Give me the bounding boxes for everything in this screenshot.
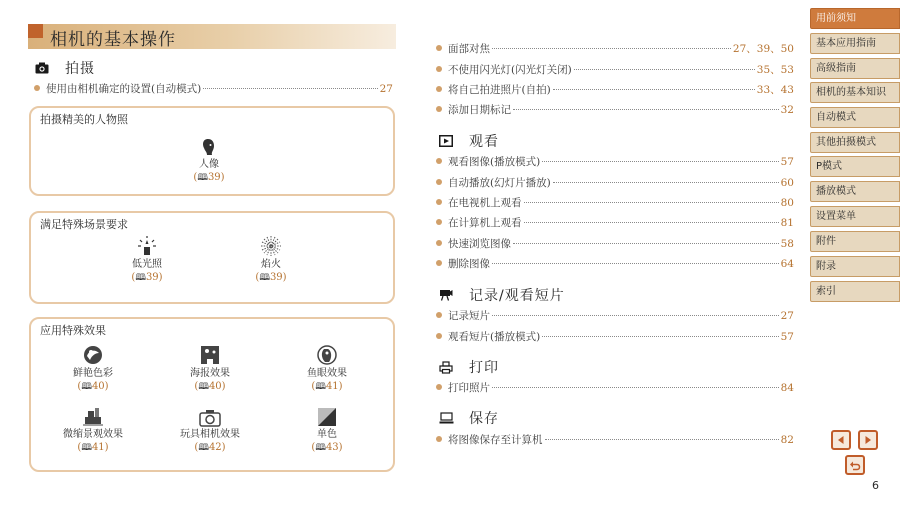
- row-label: 面部对焦: [448, 43, 490, 55]
- book-icon: 🕮: [81, 443, 92, 453]
- effect-monochrome[interactable]: [279, 405, 375, 455]
- dot-leader: [574, 69, 755, 70]
- view-heading-label: 观看: [469, 134, 499, 150]
- bullet: [436, 86, 442, 92]
- tab-auto-mode[interactable]: 自动模式: [810, 107, 900, 128]
- item-ref[interactable]: (🕮39): [255, 272, 287, 283]
- item-ref[interactable]: (🕮39): [131, 272, 163, 283]
- row-page-ref[interactable]: 58: [780, 238, 794, 250]
- dot-leader: [545, 439, 779, 440]
- scene-portrait[interactable]: [161, 135, 257, 185]
- movie-icon: [438, 288, 454, 302]
- box-title: 应用特殊效果: [40, 324, 106, 337]
- bullet: [436, 240, 442, 246]
- fireworks-icon: [223, 235, 319, 257]
- row-page-ref[interactable]: 57: [780, 156, 794, 168]
- tab-accessories[interactable]: 附件: [810, 231, 900, 252]
- tab-setup-menu[interactable]: 设置菜单: [810, 206, 900, 227]
- row-page-ref[interactable]: 33、43: [756, 84, 794, 96]
- effect-poster[interactable]: [162, 344, 258, 394]
- toy-camera-icon: [162, 405, 258, 427]
- dot-leader: [553, 182, 779, 183]
- monochrome-icon: [279, 405, 375, 427]
- tab-camera-basics[interactable]: 相机的基本知识: [810, 82, 900, 103]
- dot-leader: [524, 222, 779, 223]
- title-marker: [28, 24, 43, 38]
- print-heading: [438, 357, 499, 377]
- bullet: [436, 219, 442, 225]
- dot-leader: [542, 336, 778, 337]
- item-name: 鲜艳色彩: [73, 368, 113, 379]
- playback-icon: [438, 134, 454, 148]
- box-portrait: [29, 106, 395, 196]
- row-label: 打印照片: [448, 382, 490, 394]
- list-item[interactable]: [436, 380, 794, 395]
- shoot-auto-row[interactable]: [34, 81, 393, 96]
- dot-leader: [492, 48, 731, 49]
- list-item[interactable]: [436, 82, 794, 97]
- miniature-icon: [45, 405, 141, 427]
- box-effects: [29, 317, 395, 472]
- tab-basic-guide[interactable]: 基本应用指南: [810, 33, 900, 54]
- prev-page-button[interactable]: [831, 430, 851, 450]
- row-label: 在电视机上观看: [448, 197, 522, 209]
- item-name: 海报效果: [190, 368, 230, 379]
- book-icon: 🕮: [198, 443, 209, 453]
- book-icon: 🕮: [315, 382, 326, 392]
- tab-other-modes[interactable]: 其他拍摄模式: [810, 132, 900, 153]
- bullet: [436, 45, 442, 51]
- list-item[interactable]: [436, 236, 794, 251]
- bullet: [436, 384, 442, 390]
- page-number: 6: [872, 479, 879, 492]
- save-heading: [438, 408, 499, 428]
- bullet: [436, 179, 442, 185]
- row-page-ref[interactable]: 84: [780, 382, 794, 394]
- list-item[interactable]: [436, 41, 794, 56]
- book-icon: 🕮: [198, 382, 209, 392]
- box-title: 满足特殊场景要求: [40, 218, 128, 231]
- bullet: [436, 260, 442, 266]
- book-icon: 🕮: [135, 273, 146, 283]
- item-ref[interactable]: (🕮41): [311, 381, 343, 392]
- list-item[interactable]: [436, 432, 794, 447]
- row-page-ref[interactable]: 82: [780, 434, 794, 446]
- effect-vivid[interactable]: [45, 344, 141, 394]
- row-page-ref[interactable]: 32: [780, 104, 794, 116]
- computer-icon: [438, 411, 454, 425]
- item-name: 玩具相机效果: [180, 429, 240, 440]
- vivid-color-icon: [45, 344, 141, 366]
- list-item[interactable]: [436, 154, 794, 169]
- book-icon: 🕮: [259, 273, 270, 283]
- tab-advanced-guide[interactable]: 高级指南: [810, 58, 900, 79]
- row-label: 将图像保存至计算机: [448, 434, 543, 446]
- page-title: 相机的基本操作: [50, 30, 176, 50]
- dot-leader: [553, 89, 755, 90]
- save-heading-label: 保存: [469, 411, 499, 427]
- effect-fisheye[interactable]: [279, 344, 375, 394]
- list-item[interactable]: [436, 102, 794, 117]
- arrow-right-icon: [863, 435, 873, 445]
- row-label: 在计算机上观看: [448, 217, 522, 229]
- row-label: 使用由相机确定的设置(自动模式): [46, 83, 202, 95]
- bullet: [436, 333, 442, 339]
- fisheye-icon: [279, 344, 375, 366]
- row-label: 自动播放(幻灯片播放): [448, 177, 551, 189]
- camera-icon: [34, 61, 50, 75]
- dot-leader: [524, 202, 779, 203]
- row-label: 快速浏览图像: [448, 238, 511, 250]
- dot-leader: [492, 387, 779, 388]
- list-item[interactable]: [436, 329, 794, 344]
- tab-index[interactable]: 索引: [810, 281, 900, 302]
- title-bar: [28, 24, 396, 49]
- list-item[interactable]: [436, 256, 794, 271]
- book-icon: 🕮: [81, 382, 92, 392]
- item-ref[interactable]: (🕮43): [311, 442, 343, 453]
- shoot-heading-label: 拍摄: [65, 61, 95, 77]
- dot-leader: [492, 263, 779, 264]
- bullet: [436, 312, 442, 318]
- list-item[interactable]: [436, 215, 794, 230]
- bullet: [436, 436, 442, 442]
- bullet: [34, 85, 40, 91]
- printer-icon: [438, 360, 454, 374]
- portrait-icon: [161, 135, 257, 157]
- row-page-ref[interactable]: 27: [780, 310, 794, 322]
- scene-fireworks[interactable]: [223, 235, 319, 285]
- item-name: 低光照: [132, 259, 162, 270]
- item-name: 微缩景观效果: [63, 429, 123, 440]
- next-page-button[interactable]: [858, 430, 878, 450]
- bullet: [436, 158, 442, 164]
- row-page-ref[interactable]: 80: [780, 197, 794, 209]
- list-item[interactable]: [436, 195, 794, 210]
- row-page-ref[interactable]: 27、39、50: [732, 43, 794, 55]
- shoot-heading: [34, 58, 95, 78]
- box-scene: [29, 211, 395, 304]
- row-label: 观看图像(播放模式): [448, 156, 541, 168]
- row-label: 将自己拍进照片(自拍): [448, 84, 551, 96]
- row-label: 删除图像: [448, 258, 490, 270]
- scene-low-light[interactable]: [99, 235, 195, 285]
- item-name: 焰火: [261, 259, 281, 270]
- row-label: 不使用闪光灯(闪光灯关闭): [448, 64, 572, 76]
- box-title: 拍摄精美的人物照: [40, 113, 128, 126]
- item-ref[interactable]: (🕮40): [194, 381, 226, 392]
- row-page-ref[interactable]: 60: [780, 177, 794, 189]
- return-button[interactable]: [845, 455, 865, 475]
- arrow-left-icon: [836, 435, 846, 445]
- bullet: [436, 199, 442, 205]
- tab-p-mode[interactable]: P模式: [810, 156, 900, 177]
- row-page-ref[interactable]: 35、53: [756, 64, 794, 76]
- row-label: 观看短片(播放模式): [448, 331, 541, 343]
- row-page-ref[interactable]: 64: [780, 258, 794, 270]
- row-page-ref[interactable]: 81: [780, 217, 794, 229]
- effect-miniature[interactable]: [45, 405, 141, 455]
- row-label: 添加日期标记: [448, 104, 511, 116]
- item-ref[interactable]: (🕮40): [77, 381, 109, 392]
- tab-before-use[interactable]: 用前须知: [810, 8, 900, 29]
- tab-playback-mode[interactable]: 播放模式: [810, 181, 900, 202]
- item-ref[interactable]: (🕮42): [194, 442, 226, 453]
- item-ref[interactable]: (🕮41): [77, 442, 109, 453]
- effect-toy-camera[interactable]: [162, 405, 258, 455]
- item-name: 人像: [199, 159, 219, 170]
- bullet: [436, 66, 442, 72]
- dot-leader: [513, 109, 779, 110]
- movie-heading: [438, 285, 565, 305]
- list-item[interactable]: [436, 175, 794, 190]
- print-heading-label: 打印: [469, 360, 499, 376]
- book-icon: 🕮: [197, 173, 208, 183]
- dot-leader: [542, 161, 778, 162]
- bullet: [436, 106, 442, 112]
- book-icon: 🕮: [315, 443, 326, 453]
- dot-leader: [203, 88, 377, 89]
- movie-heading-label: 记录/观看短片: [469, 288, 565, 304]
- list-item[interactable]: [436, 62, 794, 77]
- row-page-ref[interactable]: 57: [780, 331, 794, 343]
- tab-appendix[interactable]: 附录: [810, 256, 900, 277]
- item-name: 单色: [317, 429, 337, 440]
- view-heading: [438, 131, 499, 151]
- row-page-ref[interactable]: 27: [379, 83, 393, 95]
- item-ref[interactable]: (🕮39): [193, 172, 225, 183]
- item-name: 鱼眼效果: [307, 368, 347, 379]
- low-light-icon: [99, 235, 195, 257]
- return-arrow-icon: [849, 460, 861, 471]
- dot-leader: [492, 315, 779, 316]
- dot-leader: [513, 243, 779, 244]
- row-label: 记录短片: [448, 310, 490, 322]
- poster-effect-icon: [162, 344, 258, 366]
- list-item[interactable]: [436, 308, 794, 323]
